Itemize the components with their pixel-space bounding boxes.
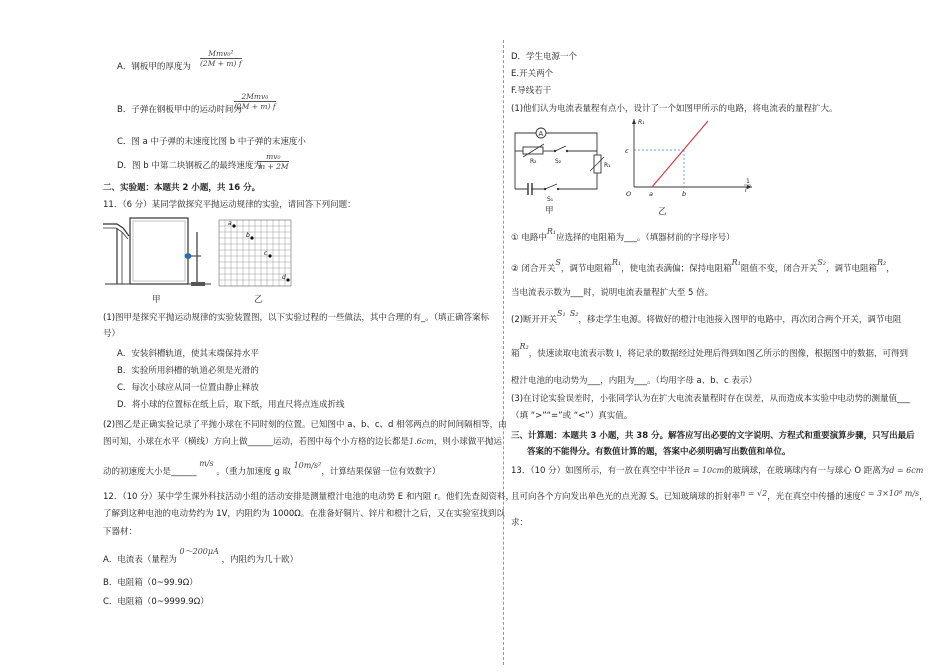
trajectory-point-d <box>286 278 289 281</box>
option-b-numerator: 2Mmv₀ <box>234 92 276 102</box>
r1-label: R₁ <box>604 162 611 169</box>
r1-symbol: R₁ <box>546 227 557 236</box>
part1-q2-line1 <box>511 258 895 275</box>
velocity-unit: m/s <box>199 459 214 468</box>
trajectory-point-a <box>232 224 235 227</box>
part1-q2-mid4: ，调节电阻箱 <box>826 264 878 274</box>
trajectory-point-label-d: d <box>282 274 286 281</box>
r2-symbol: R₂ <box>877 258 887 267</box>
s1-label: S₁ <box>547 196 554 203</box>
graph-a-label: a <box>649 190 653 198</box>
part1-q1 <box>511 227 735 244</box>
part1-q2-pre: ② 闭合开关 <box>511 264 556 274</box>
q13-line2-pre: 且可向各个方向发出单色光的点光源 S。已知玻璃球的折射率 <box>511 492 741 502</box>
q12-line2: 了解到这种电池的电动势约为 1V，内阻约为 1000Ω。在准备好铜片、锌片和橙汁之后，又在实验室找到以 <box>103 509 505 519</box>
part2-line3: 橙汁电池的电动势为___，内阻为___。（均用字母 a、b、c 表示） <box>511 376 757 386</box>
graph-b-label: b <box>682 190 687 198</box>
section-3-heading-line2: 答案的不能得分。有数值计算的题，答案中必须明确写出数值和单位。 <box>527 447 791 457</box>
ammeter-label: A <box>538 130 544 138</box>
trajectory-point-b <box>250 236 253 239</box>
trajectory-point-c <box>268 254 271 257</box>
s2-symbol: S₂ <box>817 258 827 267</box>
q13-line2 <box>511 491 928 503</box>
part1-q1-post: 应选择的电阻箱为___。（填器材前的字母序号） <box>556 233 735 243</box>
item-f: F.导线若干 <box>511 86 552 96</box>
q11-part2-line3-mid: 。（重力加速度 g 取 <box>216 467 291 477</box>
r2-label: R₂ <box>530 158 537 165</box>
sphere-radius: R = 10cm <box>684 466 725 475</box>
circuit-figure-label: 甲 <box>545 206 554 216</box>
section-3-heading-line1: 三、计算题：本题共 3 小题，共 38 分。解答应写出必要的文字说明、方程式和重要演算步骤，只写出最后 <box>511 431 915 441</box>
q12-option-a-pre: A．电流表（量程为 <box>103 555 177 565</box>
r1-symbol-3: R₁ <box>731 258 741 267</box>
graph-c-label: c <box>625 147 629 155</box>
option-a-numerator: Mmv₀² <box>200 49 242 59</box>
apparatus-figure <box>103 212 215 294</box>
q11-part2-line3-post: ，计算结果保留一位有效数字） <box>321 467 441 477</box>
part1-q2-end: ， <box>886 264 895 274</box>
r1-symbol-2: R₁ <box>611 258 622 267</box>
source-distance: d = 6cm <box>889 466 924 475</box>
q11-option-a: A．安装斜槽轨道，使其末端保持水平 <box>117 349 259 359</box>
part2-line1-pre: (2)断开开关 <box>511 315 558 325</box>
figure-jia-label: 甲 <box>152 295 161 305</box>
graph-figure-label: 乙 <box>658 207 667 217</box>
trajectory-point-label-b: b <box>246 232 250 239</box>
q11-part2-line1: (2)图乙是正确实验记录了平抛小球在不同时刻的位置。已知图中 a、b、c、d 相邻两点的时间间隔相等，由 <box>103 420 507 430</box>
part3-line2: （填 “>”“=”或 “<”）真实值。 <box>511 411 633 421</box>
ammeter-range: 0～200μA <box>179 547 219 556</box>
option-a-fraction <box>200 49 242 68</box>
figure-yi-label: 乙 <box>254 295 263 305</box>
s2-label: S₂ <box>555 158 562 165</box>
q12-option-b: B．电阻箱（0~99.9Ω） <box>103 578 198 588</box>
part1-q2-mid1: ，调节电阻箱 <box>560 264 612 274</box>
item-d: D．学生电源一个 <box>511 52 578 62</box>
q12-line1: 12．（10 分）某中学生课外科技活动小组的活动安排是测量橙汁电池的电动势 E 和内阻 r。他们先查阅资料， <box>103 492 515 502</box>
q13-line1-pre: 13．（10 分）如图所示，有一放在真空中半径 <box>511 466 685 476</box>
option-d-text: D．图 b 中第二块钢板乙的最终速度为 <box>117 161 262 171</box>
light-speed: c = 3×10⁸ m/s <box>860 489 920 498</box>
q12-option-a <box>103 547 299 566</box>
graph-x-numerator: 1 <box>746 178 750 185</box>
option-c-text: C．图 a 中子弹的末速度比图 b 中子弹的末速度小 <box>117 137 306 147</box>
q13-line1-mid: 的玻璃球，在玻璃球内有一与球心 O 距离为 <box>724 466 890 476</box>
q11-part2-line3-pre: 动的初速度大小是______ <box>103 467 197 477</box>
option-d-fraction <box>258 152 289 171</box>
option-a-denominator: (2M + m) f <box>200 59 242 68</box>
part2-line2-pre: 箱 <box>511 349 520 359</box>
q13-line2-end: ， <box>919 492 928 502</box>
q13-line2-mid: ，光在真空中传播的速度 <box>767 492 861 502</box>
part2-line1 <box>511 309 902 326</box>
q11-option-d: D．将小球的位置标在纸上后，取下纸，用直尺将点连成折线 <box>117 400 345 410</box>
part1-q1-pre: ① 电路中 <box>511 233 547 243</box>
part1-q2-line2: 当电流表示数为___时，说明电流表量程扩大至 5 倍。 <box>511 288 714 298</box>
trajectory-point-label-a: a <box>228 220 232 227</box>
s1-symbol: S <box>555 258 561 267</box>
q11-option-b: B．实验所用斜槽的轨道必须是光滑的 <box>117 366 259 376</box>
option-b-text: B．子弹在钢板甲中的运动时间为 <box>117 105 242 115</box>
refractive-index: n = √2 <box>740 489 768 498</box>
part2-line2 <box>511 342 908 360</box>
q13-line3: 求： <box>511 518 529 528</box>
part1-q2-mid3: 阻值不变，闭合开关 <box>740 264 818 274</box>
circuit-figure <box>511 121 621 217</box>
q12-option-c: C．电阻箱（0~9999.9Ω） <box>103 597 209 607</box>
q11-intro: 11．（6 分）某同学做探究平抛运动规律的实验，请回答下列问题： <box>103 200 356 210</box>
option-d-denominator: m + 2M <box>258 162 289 171</box>
option-d-numerator: mv₀ <box>258 152 289 162</box>
q11-part2-line2-pre: 图可知，小球在水平（横线）方向上做______运动，若图中每个小方格的边长都是 <box>103 437 410 447</box>
q11-option-c: C．每次小球应从同一位置由静止释放 <box>117 383 259 393</box>
option-b-fraction <box>234 92 276 111</box>
part3-line1: (3)在讨论实验误差时，小张同学认为在扩大电流表量程时存在误差，从而造成本实验中电动势的测量值___ <box>511 394 910 404</box>
trajectory-grid-figure <box>217 218 293 290</box>
item-e: E.开关两个 <box>511 69 554 79</box>
q11-part2-line3 <box>103 459 441 478</box>
column-divider <box>503 40 504 665</box>
graph-line <box>652 121 708 187</box>
q11-part2-line2-post: ，则小球做平抛运 <box>433 437 502 447</box>
trajectory-point-label-c: c <box>264 250 268 257</box>
s2-symbol-2: S₂ <box>569 309 579 318</box>
gravity-value: 10m/s² <box>293 461 322 470</box>
r2-symbol-2: R₂ <box>519 342 529 351</box>
q12-option-a-post: ，内阻约为几十欧） <box>221 555 299 565</box>
part2-line1-post: ，移走学生电源。将做好的橙汁电池接入图甲的电路中，再次闭合两个开关，调节电阻 <box>578 315 902 325</box>
graph-origin-label: O <box>626 190 632 198</box>
grid-square-size: 1.6cm <box>409 437 434 446</box>
r1-vs-inverse-i-graph <box>620 115 760 210</box>
s1-symbol-2: S₁ <box>557 309 566 318</box>
option-a-text: A．钢板甲的厚度为 <box>117 62 191 72</box>
q11-part1-line2: 号） <box>103 329 121 339</box>
part2-line2-post: ，快速读取电流表示数 I，将记录的数据经过处理后得到如图乙所示的图像，根据图中的数据，可得到 <box>528 349 908 359</box>
option-b-denominator: (2M + m) f <box>234 102 276 111</box>
q12-line3: 下器材： <box>103 527 138 537</box>
section-2-heading: 二、实验题：本题共 2 小题，共 16 分。 <box>103 183 261 193</box>
q11-part2-line2 <box>103 436 502 448</box>
part1-q2-mid2: ，使电流表满偏；保持电阻箱 <box>621 264 732 274</box>
q11-part1-line1: (1)图甲是探究平抛运动规律的实验装置图，以下实验过程的一些做法，其中合理的有_。（填正确答案标 <box>103 313 490 323</box>
q13-line1 <box>511 465 923 477</box>
graph-y-axis-label: R₁ <box>638 119 645 126</box>
part1-intro: (1)他们认为电流表量程有点小，设计了一个如图甲所示的电路，将电流表的量程扩大。 <box>511 104 838 114</box>
graph-x-denominator: I <box>745 187 747 194</box>
